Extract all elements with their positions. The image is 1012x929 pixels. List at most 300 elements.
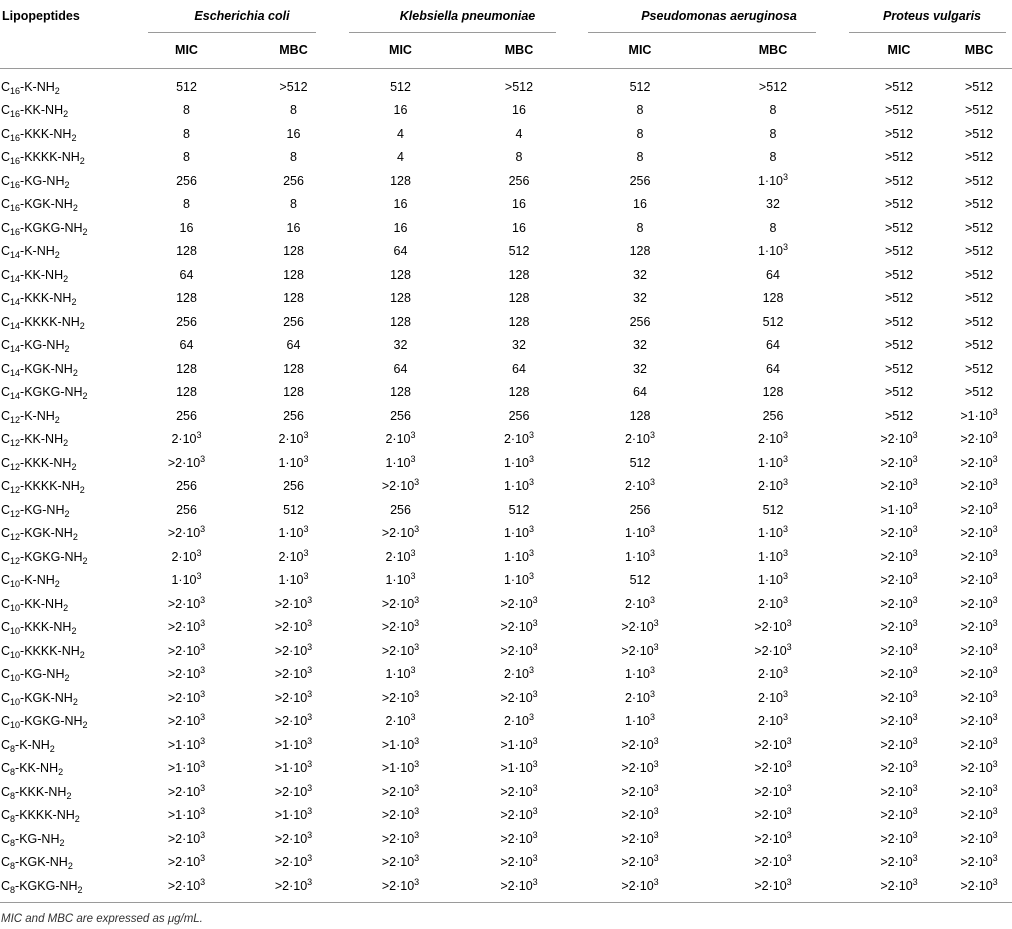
mic-value: $>2\cdot 10^3$: [167, 524, 206, 541]
mbc-value: $>2\cdot 10^3$: [960, 829, 998, 846]
mbc-value: $>2\cdot 10^3$: [960, 571, 998, 588]
mbc-value: 64: [286, 338, 301, 353]
mbc-value: >512: [964, 126, 994, 141]
lipopeptide-name: $C_{14}-KG-NH_2$: [1, 338, 70, 355]
mic-value: $>2\cdot 10^3$: [621, 853, 659, 870]
mbc-value: 512: [762, 314, 784, 329]
mic-value: >512: [884, 220, 914, 235]
mic-value: $>2\cdot 10^3$: [586, 874, 694, 902]
mic-value: $>2\cdot 10^3$: [880, 665, 918, 682]
mbc-value: $>2\cdot 10^3$: [960, 665, 998, 682]
mic-value: $>2\cdot 10^3$: [880, 524, 918, 541]
lipopeptide-name: $C_{10}-KG-NH_2$: [1, 667, 70, 684]
mic-value: 128: [176, 244, 197, 259]
header-mic: MIC: [586, 31, 694, 69]
mbc-value: 256: [283, 479, 304, 494]
mic-value: 512: [390, 79, 411, 94]
lipopeptide-name: $C_{16}-KG-NH_2$: [1, 173, 70, 190]
mbc-value: $>2\cdot 10^3$: [960, 712, 998, 729]
mbc-value: $>2\cdot 10^3$: [694, 874, 852, 902]
mic-value: 128: [176, 291, 197, 306]
mic-value: 256: [176, 408, 197, 423]
mic-value: $>2\cdot 10^3$: [167, 688, 206, 705]
mic-value: $2\cdot 10^3$: [385, 547, 416, 564]
mbc-value: $2\cdot 10^3$: [757, 594, 789, 611]
mbc-value: 128: [283, 267, 304, 282]
mbc-value: $>2\cdot 10^3$: [754, 853, 792, 870]
mbc-value: $1\cdot 10^3$: [278, 571, 309, 588]
mbc-value: $>2\cdot 10^3$: [754, 829, 792, 846]
mic-value: 64: [633, 385, 647, 400]
mbc-value: $>2\cdot 10^3$: [960, 594, 998, 611]
mic-value: $>1\cdot 10^3$: [167, 735, 206, 752]
mbc-value: $>2\cdot 10^3$: [754, 641, 792, 658]
mbc-value: 256: [508, 408, 530, 423]
mbc-value: $2\cdot 10^3$: [757, 477, 789, 494]
lipopeptide-name: $C_{12}-KG-NH_2$: [1, 502, 70, 519]
table-row: [0, 851, 1012, 875]
mbc-value: 512: [283, 502, 304, 517]
mic-value: 256: [176, 173, 197, 188]
mbc-value: 16: [286, 126, 301, 141]
mic-value: >512: [884, 197, 914, 212]
mic-value: $>2\cdot 10^3$: [880, 594, 918, 611]
mbc-value: 64: [766, 338, 780, 353]
header-mic: MIC: [135, 31, 238, 69]
table-row: [0, 99, 1012, 123]
mbc-value: $>2\cdot 10^3$: [960, 641, 998, 658]
mic-value: >512: [884, 361, 914, 376]
mic-value: $>2\cdot 10^3$: [167, 641, 206, 658]
mic-value: $>2\cdot 10^3$: [167, 618, 206, 635]
mic-value: 8: [636, 126, 644, 141]
mbc-value: 128: [283, 244, 304, 259]
mic-value: 32: [633, 267, 647, 282]
mic-value: $>2\cdot 10^3$: [621, 735, 659, 752]
mic-value: $1\cdot 10^3$: [385, 665, 416, 682]
mic-value: $>2\cdot 10^3$: [167, 665, 206, 682]
mbc-value: $>1\cdot 10^3$: [274, 806, 313, 823]
table-row: [0, 263, 1012, 287]
mbc-value: $>2\cdot 10^3$: [274, 641, 313, 658]
mbc-value: $>2\cdot 10^3$: [274, 594, 313, 611]
mic-value: 512: [629, 455, 651, 470]
mic-value: $1\cdot 10^3$: [624, 712, 656, 729]
mic-value: >512: [884, 385, 914, 400]
table-row: [0, 522, 1012, 546]
table-row: [0, 616, 1012, 640]
lipopeptide-name: $C_8-KG-NH_2$: [1, 831, 65, 848]
mbc-value: 4: [515, 126, 523, 141]
mic-value: 8: [183, 197, 190, 212]
mic-value: 128: [390, 291, 411, 306]
mic-value: $1\cdot 10^3$: [624, 547, 656, 564]
header-mic: MIC: [852, 31, 946, 69]
mic-value: 128: [629, 408, 651, 423]
mic-value: $>2\cdot 10^3$: [381, 806, 420, 823]
mic-value: 128: [629, 244, 651, 259]
mic-value: >512: [884, 314, 914, 329]
header-mbc: MBC: [694, 31, 852, 69]
mbc-value: 8: [290, 150, 297, 165]
mbc-value: 32: [766, 197, 780, 212]
lipopeptide-name: $C_{10}-KK-NH_2$: [1, 596, 69, 613]
table-row: [0, 663, 1012, 687]
group-underline: [148, 32, 316, 33]
mbc-value: $>2\cdot 10^3$: [960, 453, 998, 470]
mic-value: $>2\cdot 10^3$: [880, 853, 918, 870]
mbc-value: $1\cdot 10^3$: [757, 171, 789, 188]
mbc-value: >512: [964, 79, 994, 94]
table-row: [0, 216, 1012, 240]
mic-value: $>1\cdot 10^3$: [167, 759, 206, 776]
mbc-value: $2\cdot 10^3$: [757, 712, 789, 729]
mic-value: 16: [393, 197, 408, 212]
mbc-value: 16: [286, 220, 301, 235]
mbc-value: 64: [766, 267, 780, 282]
header-lipopeptides: Lipopeptides: [2, 8, 80, 23]
mic-value: $>2\cdot 10^3$: [880, 571, 918, 588]
mbc-value: 256: [283, 173, 304, 188]
mbc-value: $>2\cdot 10^3$: [238, 874, 349, 902]
mic-value: $>2\cdot 10^3$: [381, 688, 420, 705]
mic-value: 256: [176, 479, 197, 494]
mic-value: $>2\cdot 10^3$: [167, 453, 206, 470]
mbc-value: $>1\cdot 10^3$: [500, 735, 538, 752]
mbc-value: 512: [762, 502, 784, 517]
lipopeptide-name: $C_{10}-KKK-NH_2$: [1, 620, 77, 637]
table-row: [0, 169, 1012, 193]
lipopeptide-name: $C_{12}-KGKG-NH_2$: [1, 549, 88, 566]
mic-value: $>2\cdot 10^3$: [621, 829, 659, 846]
mbc-value: >512: [504, 79, 534, 94]
mic-value: 256: [176, 502, 197, 517]
mbc-value: $>2\cdot 10^3$: [960, 500, 998, 517]
mbc-value: >512: [964, 385, 994, 400]
lipopeptide-name: $C_{16}-KGKG-NH_2$: [1, 220, 88, 237]
mbc-value: 128: [283, 291, 304, 306]
mbc-value: $>2\cdot 10^3$: [274, 618, 313, 635]
mbc-value: $>2\cdot 10^3$: [960, 618, 998, 635]
mbc-value: $2\cdot 10^3$: [757, 430, 789, 447]
mic-value: $>2\cdot 10^3$: [880, 759, 918, 776]
mbc-value: $>2\cdot 10^3$: [500, 853, 538, 870]
header-mbc: MBC: [946, 31, 1012, 69]
mbc-value: $>2\cdot 10^3$: [960, 853, 998, 870]
header-mbc: MBC: [238, 31, 349, 69]
mbc-value: $>2\cdot 10^3$: [274, 665, 313, 682]
mic-value: 128: [176, 361, 197, 376]
table-row: [0, 874, 1012, 902]
table-row: [0, 287, 1012, 311]
mbc-value: $>2\cdot 10^3$: [500, 594, 538, 611]
mbc-value: $>2\cdot 10^3$: [274, 712, 313, 729]
mbc-value: $2\cdot 10^3$: [503, 712, 535, 729]
mbc-value: 128: [283, 361, 304, 376]
mic-value: $>2\cdot 10^3$: [621, 618, 659, 635]
table-row: [0, 569, 1012, 593]
mic-value: 16: [179, 220, 194, 235]
mic-value: $>2\cdot 10^3$: [167, 782, 206, 799]
mbc-value: $1\cdot 10^3$: [503, 571, 535, 588]
table-row: [0, 451, 1012, 475]
table-row: [0, 757, 1012, 781]
lipopeptide-name: $C_{16}-KK-NH_2$: [1, 103, 69, 120]
header-mic: MIC: [349, 31, 452, 69]
mic-value: 4: [397, 150, 404, 165]
table-row: [0, 733, 1012, 757]
mbc-value: >512: [758, 79, 788, 94]
mic-value: 32: [633, 291, 647, 306]
mic-value: 32: [393, 338, 408, 353]
mbc-value: $>2\cdot 10^3$: [500, 618, 538, 635]
mbc-value: $>2\cdot 10^3$: [960, 477, 998, 494]
mic-value: $1\cdot 10^3$: [624, 665, 656, 682]
mbc-value: >512: [964, 361, 994, 376]
mbc-value: $1\cdot 10^3$: [503, 547, 535, 564]
lipopeptide-name: $C_8-KKK-NH_2$: [1, 784, 72, 801]
mic-value: $>2\cdot 10^3$: [621, 641, 659, 658]
mbc-value: 512: [508, 244, 530, 259]
header-group-pseudomonas-aeruginosa: Pseudomonas aeruginosa: [641, 8, 797, 23]
mbc-value: $>1\cdot 10^3$: [960, 406, 998, 423]
mbc-value: $1\cdot 10^3$: [503, 524, 535, 541]
mic-value: >512: [884, 338, 914, 353]
mbc-value: $>2\cdot 10^3$: [500, 829, 538, 846]
mbc-value: $>2\cdot 10^3$: [754, 618, 792, 635]
mic-value: $>2\cdot 10^3$: [381, 641, 420, 658]
header-mbc: MBC: [452, 31, 586, 69]
mic-value: 8: [183, 126, 190, 141]
table-row: [0, 240, 1012, 264]
mbc-value: $>2\cdot 10^3$: [946, 874, 1012, 902]
mic-value: 512: [629, 573, 651, 588]
lipopeptide-name: $C_{10}-KGK-NH_2$: [1, 690, 78, 707]
mbc-value: >512: [964, 338, 994, 353]
lipopeptide-name: $C_{10}-KGKG-NH_2$: [1, 714, 88, 731]
mbc-value: $1\cdot 10^3$: [757, 242, 789, 259]
mbc-value: 128: [762, 291, 784, 306]
mic-value: $>2\cdot 10^3$: [135, 874, 238, 902]
mic-value: $>2\cdot 10^3$: [167, 829, 206, 846]
mic-value: $1\cdot 10^3$: [624, 524, 656, 541]
mic-value: >512: [884, 267, 914, 282]
mic-value: $2\cdot 10^3$: [624, 688, 656, 705]
mbc-value: >512: [964, 314, 994, 329]
mbc-value: $>2\cdot 10^3$: [500, 688, 538, 705]
mbc-value: 512: [508, 502, 530, 517]
mbc-value: 8: [769, 150, 777, 165]
mbc-value: >512: [964, 103, 994, 118]
mbc-value: $1\cdot 10^3$: [503, 453, 535, 470]
mbc-value: $1\cdot 10^3$: [757, 453, 789, 470]
lipopeptide-name: $C_{16}-KKK-NH_2$: [1, 126, 77, 143]
mbc-value: 8: [769, 103, 777, 118]
lipopeptide-name: $C_{14}-KKKK-NH_2$: [1, 314, 85, 331]
mic-value: $>2\cdot 10^3$: [880, 782, 918, 799]
mbc-value: $2\cdot 10^3$: [757, 688, 789, 705]
lipopeptide-name: $C_{12}-KK-NH_2$: [1, 432, 69, 449]
mbc-value: 256: [762, 408, 784, 423]
mbc-value: >512: [964, 150, 994, 165]
table-row: [0, 686, 1012, 710]
mic-value: $>1\cdot 10^3$: [381, 759, 420, 776]
mic-value: >512: [884, 244, 914, 259]
mbc-value: $>2\cdot 10^3$: [960, 547, 998, 564]
mbc-value: 8: [769, 126, 777, 141]
mbc-value: >512: [964, 244, 994, 259]
mic-value: >512: [884, 79, 914, 94]
mbc-value: $>2\cdot 10^3$: [274, 782, 313, 799]
mbc-value: 64: [512, 361, 526, 376]
mbc-value: $2\cdot 10^3$: [757, 665, 789, 682]
mbc-value: $1\cdot 10^3$: [757, 524, 789, 541]
mic-value: 256: [390, 408, 411, 423]
mbc-value: $>2\cdot 10^3$: [500, 806, 538, 823]
table-row: [0, 404, 1012, 428]
header-group-proteus-vulgaris: Proteus vulgaris: [883, 8, 981, 23]
mic-value: 256: [629, 502, 651, 517]
mic-value: 16: [633, 197, 647, 212]
mic-value: $>2\cdot 10^3$: [880, 618, 918, 635]
mic-value: >512: [884, 150, 914, 165]
mbc-value: >512: [964, 220, 994, 235]
mic-value: >512: [884, 126, 914, 141]
mbc-value: $1\cdot 10^3$: [278, 453, 309, 470]
mic-value: $1\cdot 10^3$: [385, 571, 416, 588]
group-underline: [349, 32, 556, 33]
mic-value: $>2\cdot 10^3$: [349, 874, 452, 902]
mic-value: $>2\cdot 10^3$: [880, 477, 918, 494]
table-footnote: MIC and MBC are expressed as μg/mL.: [1, 913, 203, 925]
mic-value: 8: [183, 103, 190, 118]
mic-value: $>2\cdot 10^3$: [381, 477, 420, 494]
mbc-value: 128: [508, 314, 530, 329]
mic-value: $>2\cdot 10^3$: [167, 853, 206, 870]
lipopeptide-name: $C_{12}-K-NH_2$: [1, 408, 60, 425]
mbc-value: >512: [964, 267, 994, 282]
table-row: [0, 381, 1012, 405]
lipopeptide-name: $C_{16}-KGK-NH_2$: [1, 197, 78, 214]
mbc-value: $1\cdot 10^3$: [757, 547, 789, 564]
mbc-value: $>2\cdot 10^3$: [960, 688, 998, 705]
mic-value: 64: [179, 338, 194, 353]
mic-value: 32: [633, 361, 647, 376]
mbc-value: 64: [766, 361, 780, 376]
mic-value: 64: [393, 244, 408, 259]
lipopeptide-name: $C_{16}-K-NH_2$: [1, 79, 60, 96]
mbc-value: $2\cdot 10^3$: [503, 665, 535, 682]
mbc-value: 256: [283, 314, 304, 329]
mbc-value: >512: [964, 291, 994, 306]
mbc-value: 256: [283, 408, 304, 423]
mic-value: 4: [397, 126, 404, 141]
mic-value: >512: [884, 103, 914, 118]
mbc-value: $1\cdot 10^3$: [503, 477, 535, 494]
mic-value: $2\cdot 10^3$: [624, 477, 656, 494]
mbc-value: >512: [964, 197, 994, 212]
group-underline: [588, 32, 816, 33]
mic-value: 32: [633, 338, 647, 353]
mbc-value: 8: [769, 220, 777, 235]
mic-value: $>2\cdot 10^3$: [880, 829, 918, 846]
mbc-value: $>2\cdot 10^3$: [960, 735, 998, 752]
lipopeptide-name: $C_{16}-KKKK-NH_2$: [1, 150, 85, 167]
mic-value: $>2\cdot 10^3$: [621, 782, 659, 799]
table-row: [0, 310, 1012, 334]
mbc-value: $1\cdot 10^3$: [278, 524, 309, 541]
table-row: [0, 193, 1012, 217]
mic-value: $2\cdot 10^3$: [171, 430, 202, 447]
mic-value: 64: [179, 267, 194, 282]
mic-value: 128: [390, 173, 411, 188]
mbc-value: $2\cdot 10^3$: [278, 430, 309, 447]
mic-value: 8: [636, 220, 644, 235]
mbc-value: $>2\cdot 10^3$: [274, 853, 313, 870]
mic-value: 16: [393, 103, 408, 118]
mic-value: $>1\cdot 10^3$: [880, 500, 918, 517]
mic-value: $1\cdot 10^3$: [385, 453, 416, 470]
lipopeptide-name: $C_{14}-KGK-NH_2$: [1, 361, 78, 378]
mic-value: 128: [176, 385, 197, 400]
mic-value: $1\cdot 10^3$: [171, 571, 202, 588]
mic-value: 512: [629, 79, 651, 94]
mbc-value: $>2\cdot 10^3$: [960, 524, 998, 541]
lipopeptide-name: $C_{14}-K-NH_2$: [1, 244, 60, 261]
lipopeptide-name: $C_8-K-NH_2$: [1, 737, 55, 754]
mic-value: 16: [393, 220, 408, 235]
lipopeptide-name: $C_{10}-KKKK-NH_2$: [1, 643, 85, 660]
mbc-value: $>2\cdot 10^3$: [754, 735, 792, 752]
table-row: [0, 334, 1012, 358]
mic-value: $>2\cdot 10^3$: [880, 806, 918, 823]
mic-value: $>2\cdot 10^3$: [621, 806, 659, 823]
mic-value: 8: [636, 150, 644, 165]
mbc-value: $>2\cdot 10^3$: [754, 759, 792, 776]
table-row: [0, 827, 1012, 851]
mic-value: $2\cdot 10^3$: [385, 430, 416, 447]
header-group-klebsiella-pneumoniae: Klebsiella pneumoniae: [399, 8, 536, 23]
table-row: [0, 498, 1012, 522]
mbc-value: $>2\cdot 10^3$: [274, 688, 313, 705]
mbc-value: 128: [508, 291, 530, 306]
mic-value: >512: [884, 173, 914, 188]
mic-value: $>2\cdot 10^3$: [880, 641, 918, 658]
mbc-value: $>2\cdot 10^3$: [452, 874, 586, 902]
lipopeptide-name: $C_{10}-K-NH_2$: [1, 573, 60, 590]
mic-value: $>1\cdot 10^3$: [381, 735, 420, 752]
mbc-value: $>1\cdot 10^3$: [500, 759, 538, 776]
mic-value: $>2\cdot 10^3$: [880, 735, 918, 752]
mic-value: $>2\cdot 10^3$: [852, 874, 946, 902]
table-row: [0, 710, 1012, 734]
mic-value: $>2\cdot 10^3$: [381, 782, 420, 799]
table-row: [0, 592, 1012, 616]
mic-value: 512: [176, 79, 197, 94]
mbc-value: $>2\cdot 10^3$: [500, 782, 538, 799]
mic-value: $2\cdot 10^3$: [624, 430, 656, 447]
group-underline: [849, 32, 1006, 33]
mbc-value: 8: [290, 197, 297, 212]
mbc-value: $>2\cdot 10^3$: [960, 806, 998, 823]
mic-value: 128: [390, 267, 411, 282]
mbc-value: >512: [279, 79, 308, 94]
mic-value: $>2\cdot 10^3$: [381, 829, 420, 846]
mbc-value: $>2\cdot 10^3$: [274, 829, 313, 846]
mic-value: $>2\cdot 10^3$: [167, 594, 206, 611]
mic-value: $2\cdot 10^3$: [385, 712, 416, 729]
mic-value: $>2\cdot 10^3$: [381, 594, 420, 611]
